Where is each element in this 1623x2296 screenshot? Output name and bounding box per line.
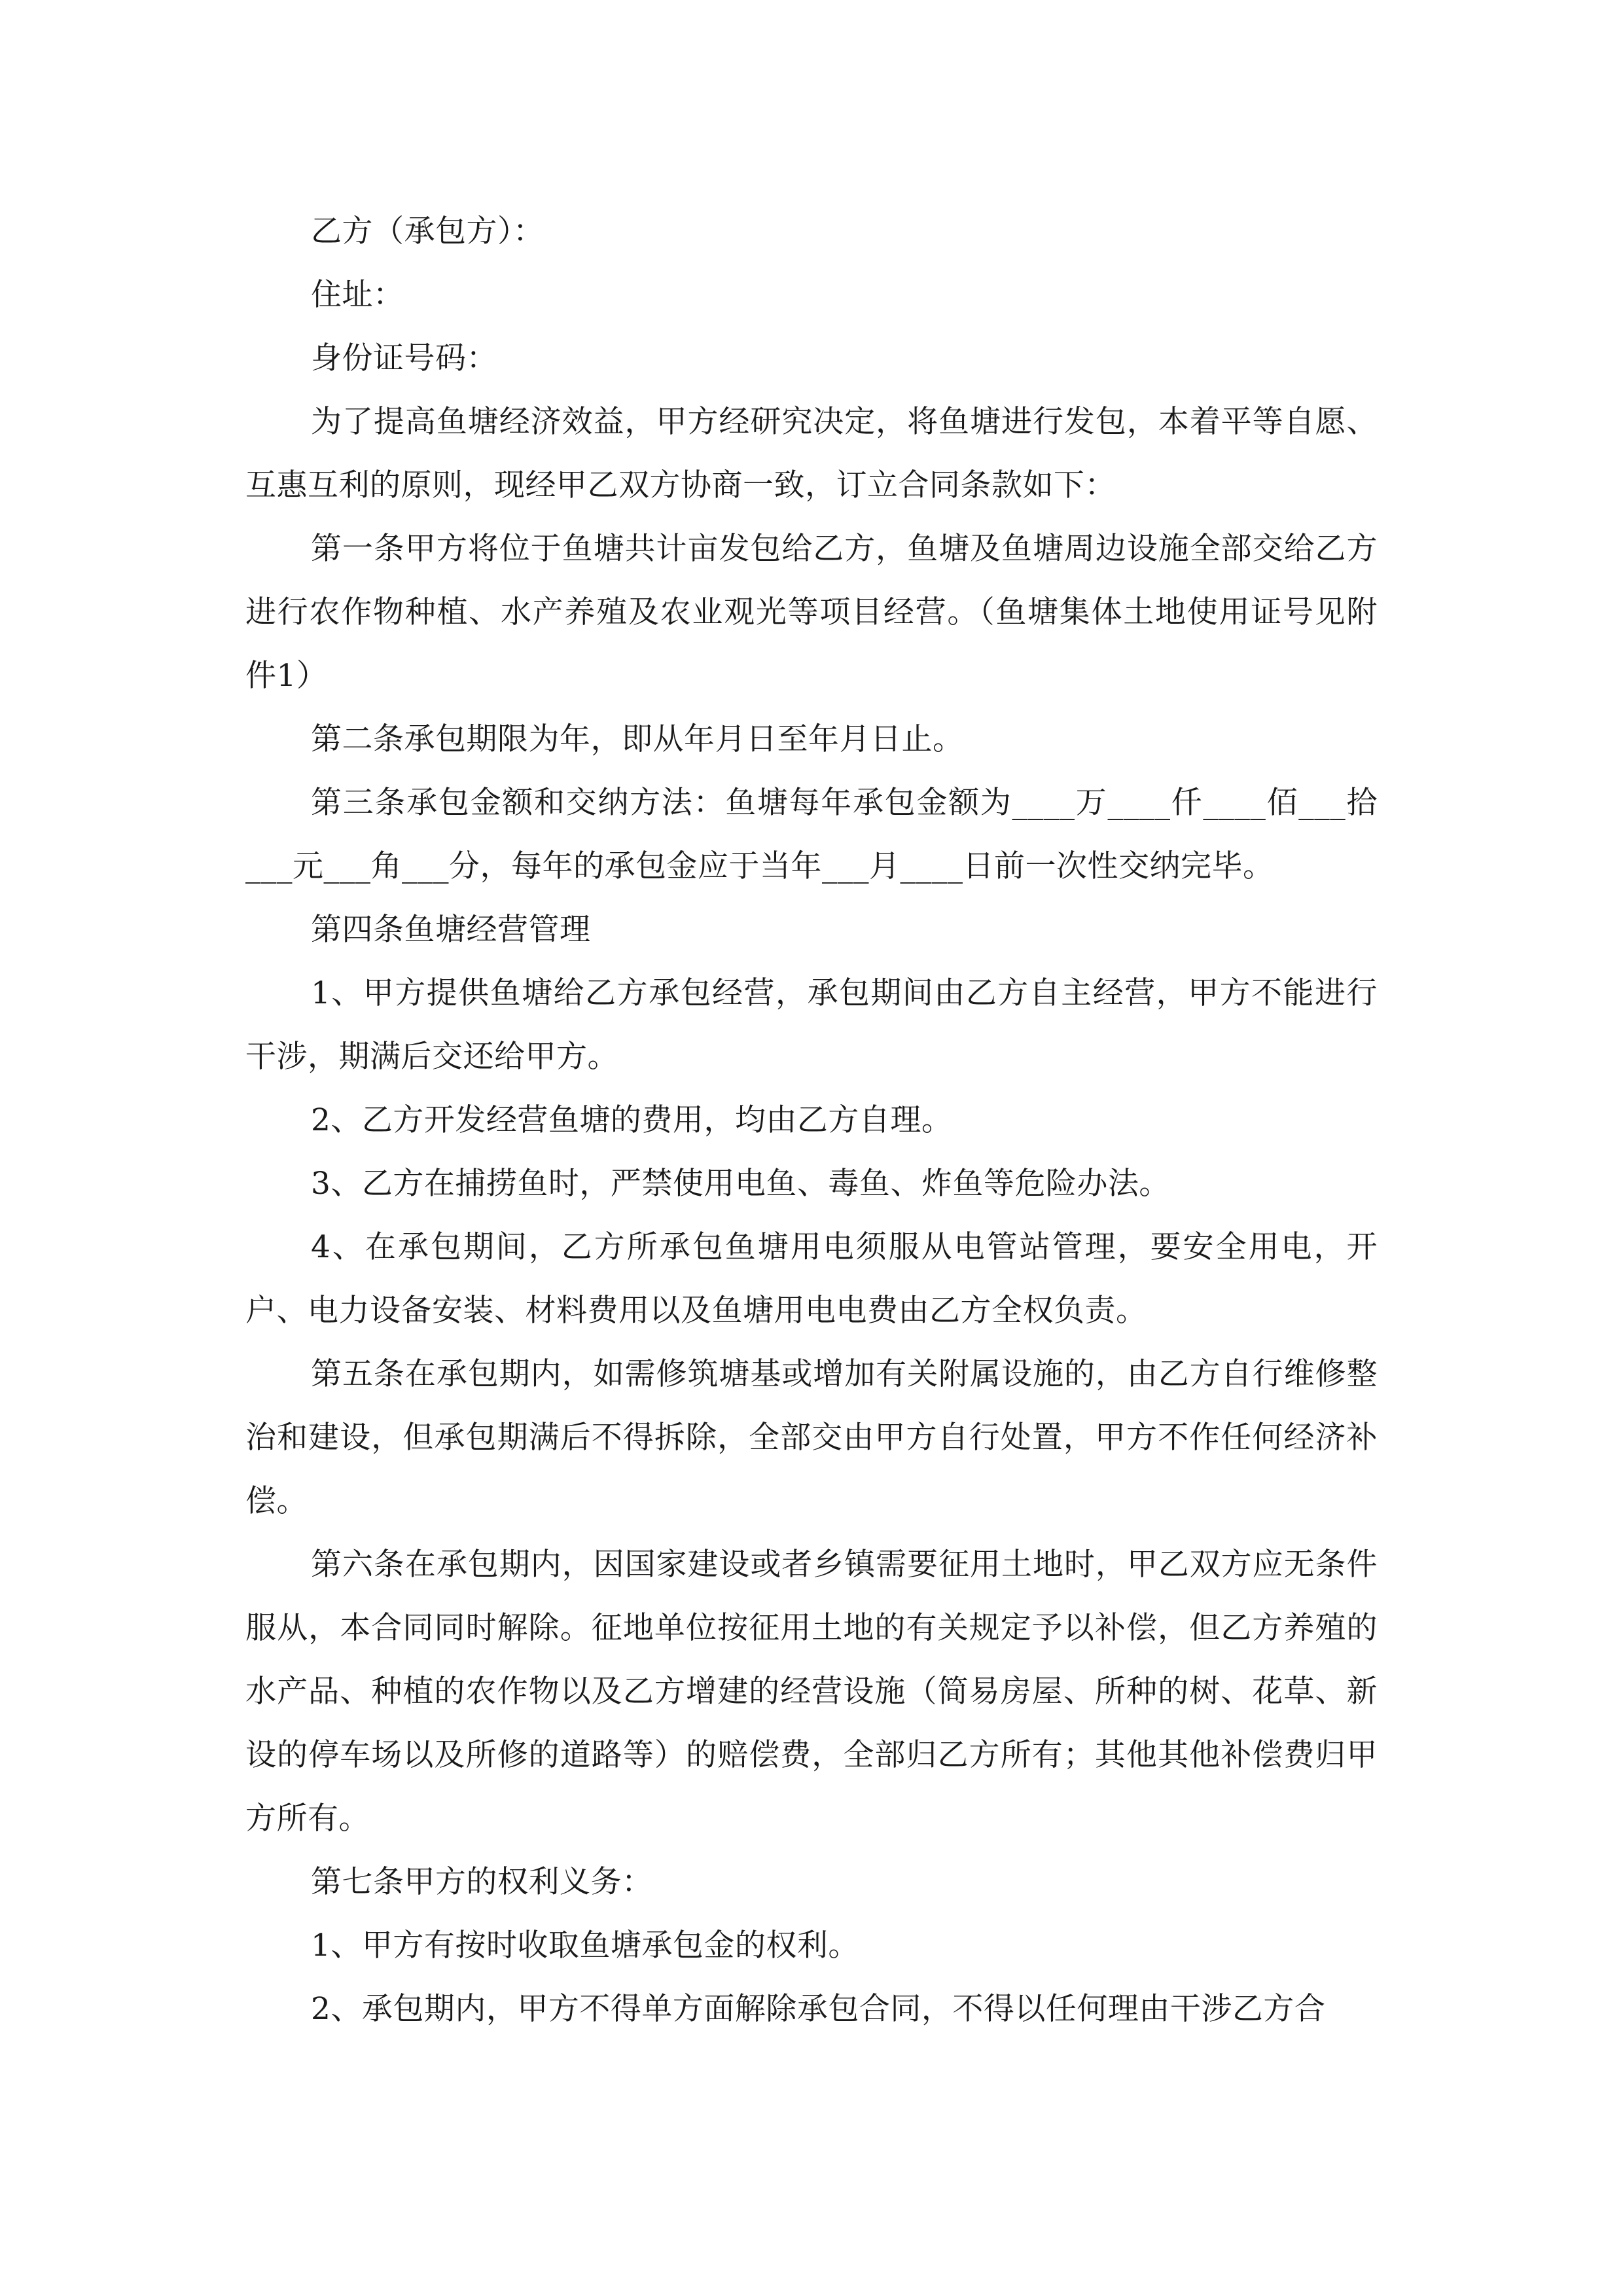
preamble-paragraph: 为了提高鱼塘经济效益，甲方经研究决定，将鱼塘进行发包，本着平等自愿、互惠互利的原则，现经甲乙双方协商一致，订立合同条款如下：	[245, 404, 1378, 503]
article-4-item-1: 1、甲方提供鱼塘给乙方承包经营，承包期间由乙方自主经营，甲方不能进行干涉，期满后交还给甲方。	[245, 975, 1378, 1075]
article-6-paragraph: 第六条在承包期内，因国家建设或者乡镇需要征用土地时，甲乙双方应无条件服从，本合同同时解除。征地单位按征用土地的有关规定予以补偿，但乙方养殖的水产品、种植的农作物以及乙方增建的经营设施（简易房屋、所种的树、花草、新设的停车场以及所修的道路等）的赔偿费，全部归乙方所有；其他其他补偿费归甲方所有。	[245, 1547, 1378, 1837]
article-7-item-1: 1、甲方有按时收取鱼塘承包金的权利。	[311, 1928, 859, 1964]
article-4-item-4: 4、在承包期间，乙方所承包鱼塘用电须服从电管站管理，要安全用电，开户、电力设备安装、材料费用以及鱼塘用电电费由乙方全权负责。	[245, 1229, 1378, 1329]
article-4-item-3: 3、乙方在捕捞鱼时，严禁使用电鱼、毒鱼、炸鱼等危险办法。	[311, 1166, 1170, 1202]
contract-body	[245, 200, 1378, 2041]
article-4-item-2: 2、乙方开发经营鱼塘的费用，均由乙方自理。	[311, 1102, 953, 1138]
article-1-paragraph: 第一条甲方将位于鱼塘共计亩发包给乙方，鱼塘及鱼塘周边设施全部交给乙方进行农作物种植、水产养殖及农业观光等项目经营。（鱼塘集体土地使用证号见附件1）	[245, 531, 1378, 694]
party-b-line: 乙方（承包方）：	[311, 213, 544, 249]
article-2-paragraph: 第二条承包期限为年，即从年月日至年月日止。	[311, 721, 964, 757]
article-7-item-2: 2、承包期内，甲方不得单方面解除承包合同，不得以任何理由干涉乙方合	[311, 1991, 1326, 2027]
article-7-heading: 第七条甲方的权利义务：	[311, 1864, 653, 1900]
article-5-paragraph: 第五条在承包期内，如需修筑塘基或增加有关附属设施的，由乙方自行维修整治和建设，但承包期满后不得拆除，全部交由甲方自行处置，甲方不作任何经济补偿。	[245, 1356, 1378, 1519]
id-number-line: 身份证号码：	[311, 340, 497, 376]
article-4-heading: 第四条鱼塘经营管理	[311, 912, 591, 948]
address-line: 住址：	[311, 277, 404, 313]
article-3-paragraph: 第三条承包金额和交纳方法：鱼塘每年承包金额为____万____仟____佰___拾___元___角___分，每年的承包金应于当年___月____日前一次性交纳完毕。	[245, 785, 1378, 884]
